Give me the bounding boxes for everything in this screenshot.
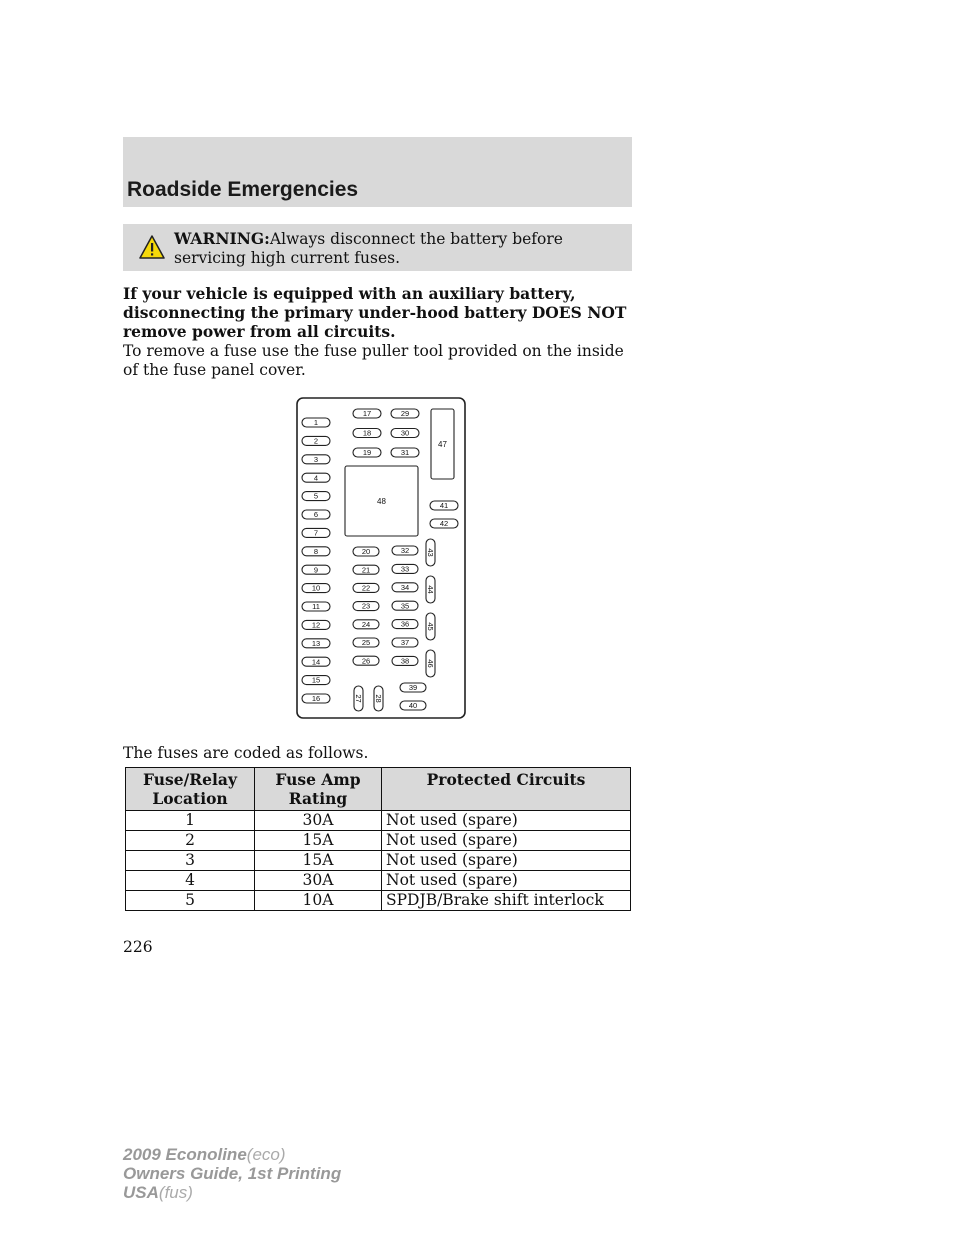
- table-row: [126, 831, 631, 851]
- svg-text:38: 38: [400, 656, 410, 666]
- fuse-3: [302, 455, 330, 464]
- svg-text:10: 10: [311, 583, 321, 593]
- fuse-6: [302, 510, 330, 519]
- fuse-24: [353, 620, 379, 629]
- warning-label: WARNING:: [174, 229, 270, 248]
- svg-text:30: 30: [400, 428, 410, 438]
- svg-text:45: 45: [425, 622, 435, 631]
- fuse-46: [426, 650, 435, 677]
- table-row: [126, 871, 631, 891]
- svg-text:43: 43: [425, 548, 435, 557]
- svg-text:33: 33: [400, 564, 410, 574]
- fuse-rating: 10A: [255, 891, 382, 911]
- warning-body: Always disconnect the battery before servicing high current fuses.: [174, 230, 563, 267]
- svg-text:41: 41: [439, 501, 449, 511]
- fuse-4: [302, 473, 330, 482]
- svg-text:31: 31: [400, 448, 410, 458]
- svg-text:32: 32: [400, 546, 410, 556]
- fuse-circuit: SPDJB/Brake shift interlock: [382, 891, 631, 911]
- svg-text:26: 26: [361, 656, 371, 666]
- fuse-19: [353, 448, 381, 457]
- fuse-42: [430, 519, 458, 528]
- svg-text:20: 20: [361, 547, 371, 557]
- svg-text:9: 9: [313, 565, 319, 575]
- svg-text:46: 46: [425, 659, 435, 668]
- page-number: 226: [123, 938, 153, 956]
- svg-text:37: 37: [400, 638, 410, 648]
- warning-text: [174, 229, 624, 268]
- svg-text:24: 24: [361, 619, 371, 629]
- fuse-panel-diagram: [296, 397, 466, 719]
- fuse-45: [426, 613, 435, 640]
- svg-text:47: 47: [438, 440, 447, 449]
- svg-text:5: 5: [313, 491, 319, 501]
- svg-text:14: 14: [311, 657, 321, 667]
- fuse-38: [392, 656, 418, 665]
- fuse-9: [302, 565, 330, 574]
- fuse-rating: 15A: [255, 851, 382, 871]
- footer-line-1: [123, 1145, 341, 1164]
- fuse-17: [353, 409, 381, 418]
- svg-text:39: 39: [408, 683, 418, 693]
- page-title: Roadside Emergencies: [127, 178, 359, 201]
- fuse-18: [353, 429, 381, 438]
- svg-text:6: 6: [313, 510, 319, 520]
- fuse-13: [302, 639, 330, 648]
- fuse-20: [353, 547, 379, 556]
- footer-line-3: [123, 1183, 341, 1202]
- svg-text:21: 21: [361, 565, 371, 575]
- svg-text:28: 28: [373, 694, 383, 703]
- footer: [123, 1145, 341, 1202]
- fuse-40: [400, 701, 426, 710]
- footer-model: 2009 Econoline: [123, 1145, 247, 1164]
- fuse-circuit: Not used (spare): [382, 831, 631, 851]
- svg-text:22: 22: [361, 583, 371, 593]
- svg-text:23: 23: [361, 601, 371, 611]
- fuse-32: [392, 546, 418, 555]
- fuse-37: [392, 638, 418, 647]
- table-row: [126, 891, 631, 911]
- fuse-16: [302, 694, 330, 703]
- auxiliary-battery-note: If your vehicle is equipped with an auxiliary battery, disconnecting the primary under-hood battery DOES NOT remove power from all circuits.: [123, 284, 627, 341]
- fuse-41: [430, 501, 458, 510]
- svg-text:35: 35: [400, 601, 410, 611]
- column-header-rating: Fuse Amp Rating: [255, 768, 382, 811]
- svg-text:18: 18: [362, 428, 372, 438]
- svg-text:25: 25: [361, 638, 371, 648]
- svg-text:17: 17: [362, 409, 372, 419]
- fuse-table: [125, 767, 631, 911]
- svg-text:15: 15: [311, 675, 321, 685]
- fuse-circuit: Not used (spare): [382, 811, 631, 831]
- svg-text:11: 11: [312, 602, 320, 612]
- fuse-location: 5: [126, 891, 255, 911]
- table-row: [126, 851, 631, 871]
- relay-47: [431, 409, 454, 479]
- fuse-39: [400, 683, 426, 692]
- svg-text:2: 2: [313, 436, 319, 446]
- fuse-26: [353, 656, 379, 665]
- fuse-21: [353, 565, 379, 574]
- fuse-27: [354, 686, 363, 711]
- fuse-10: [302, 584, 330, 593]
- fuse-7: [302, 528, 330, 537]
- fuse-15: [302, 676, 330, 685]
- svg-text:3: 3: [313, 454, 319, 464]
- footer-market: USA: [123, 1183, 159, 1202]
- svg-text:13: 13: [311, 638, 321, 648]
- svg-text:48: 48: [377, 497, 386, 506]
- fuse-location: 2: [126, 831, 255, 851]
- fuse-12: [302, 620, 330, 629]
- svg-text:44: 44: [425, 585, 435, 594]
- fuse-2: [302, 436, 330, 445]
- fuse-28: [374, 686, 383, 711]
- footer-market-code: (fus): [158, 1183, 193, 1202]
- fuse-rating: 30A: [255, 811, 382, 831]
- fuse-44: [426, 576, 435, 603]
- svg-text:40: 40: [408, 701, 418, 711]
- svg-text:8: 8: [313, 546, 319, 556]
- fuse-31: [391, 448, 419, 457]
- svg-text:27: 27: [353, 694, 363, 703]
- warning-triangle-icon: [139, 234, 165, 260]
- fuse-circuit: Not used (spare): [382, 871, 631, 891]
- svg-text:4: 4: [313, 473, 319, 483]
- fuse-34: [392, 583, 418, 592]
- svg-text:16: 16: [311, 694, 321, 704]
- relay-48: [345, 466, 418, 536]
- fuse-1: [302, 418, 330, 427]
- footer-printing: Owners Guide, 1st Printing: [123, 1164, 342, 1183]
- fuse-25: [353, 638, 379, 647]
- fuse-11: [302, 602, 330, 611]
- fuse-location: 3: [126, 851, 255, 871]
- svg-text:34: 34: [400, 582, 410, 592]
- svg-text:1: 1: [313, 418, 319, 428]
- footer-model-code: (eco): [246, 1145, 286, 1164]
- fuse-36: [392, 620, 418, 629]
- fuse-location: 4: [126, 871, 255, 891]
- fuse-30: [391, 429, 419, 438]
- fuse-circuit: Not used (spare): [382, 851, 631, 871]
- fuse-23: [353, 602, 379, 611]
- svg-text:42: 42: [439, 519, 449, 529]
- table-caption: The fuses are coded as follows.: [123, 744, 369, 762]
- fuse-5: [302, 492, 330, 501]
- fuse-33: [392, 564, 418, 573]
- svg-text:7: 7: [313, 528, 319, 538]
- column-header-circuits: Protected Circuits: [382, 768, 631, 811]
- svg-text:36: 36: [400, 619, 410, 629]
- fuse-removal-instruction: To remove a fuse use the fuse puller tool provided on the inside of the fuse panel cover.: [123, 342, 624, 379]
- svg-text:29: 29: [400, 409, 410, 419]
- fuse-rating: 30A: [255, 871, 382, 891]
- fuse-22: [353, 583, 379, 592]
- table-row: [126, 811, 631, 831]
- fuse-8: [302, 547, 330, 556]
- fuse-43: [426, 539, 435, 566]
- table-header-row: [126, 768, 631, 811]
- fuse-rating: 15A: [255, 831, 382, 851]
- svg-text:19: 19: [362, 448, 372, 458]
- fuse-29: [391, 409, 419, 418]
- fuse-location: 1: [126, 811, 255, 831]
- column-header-location: Fuse/Relay Location: [126, 768, 255, 811]
- fuse-35: [392, 601, 418, 610]
- svg-text:12: 12: [311, 620, 321, 630]
- footer-line-2: [123, 1164, 341, 1183]
- fuse-14: [302, 657, 330, 666]
